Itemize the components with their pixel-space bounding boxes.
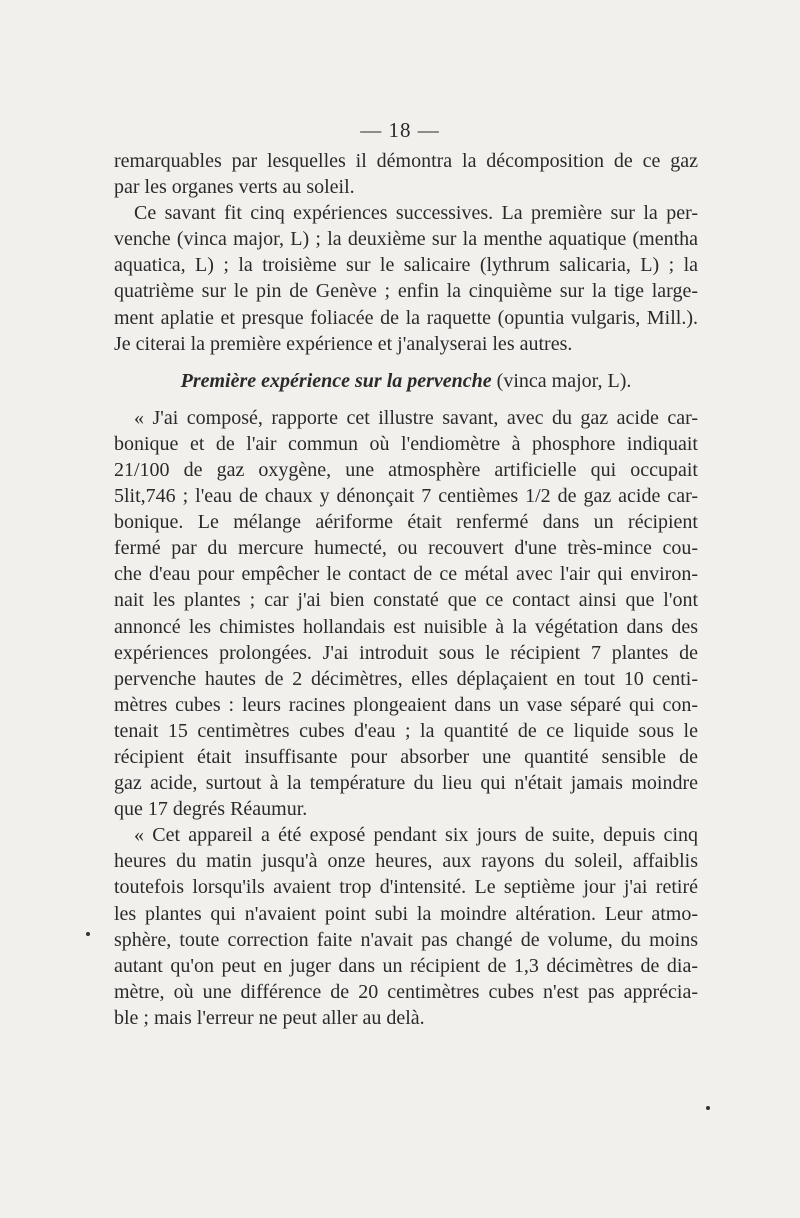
- text-line: par les organes verts au soleil.: [114, 176, 355, 199]
- section-heading: [114, 368, 698, 394]
- text-line: tenait 15 centimètres cubes d'eau ; la quantité de ce liquide sous le: [114, 719, 698, 742]
- text-line: « Cet appareil a été exposé pendant six jours de suite, depuis cinq: [134, 824, 698, 847]
- text-line: les plantes qui n'avaient point subi la moindre altération. Leur atmo-: [114, 902, 698, 925]
- text-line: sphère, toute correction faite n'avait pas changé de volume, du moins: [114, 928, 698, 951]
- paragraph-3: [114, 405, 698, 823]
- text-line: que 17 degrés Réaumur.: [114, 798, 308, 821]
- ink-speck: [86, 932, 90, 936]
- ink-speck: [706, 1106, 710, 1110]
- text-line: aquatica, L) ; la troisième sur le salicaire (lythrum salicaria, L) ; la: [114, 254, 698, 277]
- text-line: remarquables par lesquelles il démontra la décomposition de ce gaz: [114, 150, 698, 172]
- body-text: [114, 148, 698, 1031]
- text-line: autant qu'on peut en juger dans un récipient de 1,3 décimètres de dia-: [114, 954, 698, 977]
- text-line: fermé par du mercure humecté, ou recouvert d'une très-mince cou-: [114, 537, 698, 560]
- text-line: nait les plantes ; car j'ai bien constaté que ce contact ainsi que l'ont: [114, 589, 698, 612]
- text-line: venche (vinca major, L) ; la deuxième sur la menthe aquatique (mentha: [114, 228, 698, 251]
- text-line: quatrième sur le pin de Genève ; enfin la cinquième sur la tige large-: [114, 280, 698, 303]
- text-line: 21/100 de gaz oxygène, une atmosphère artificielle qui occupait: [114, 458, 698, 481]
- paragraph-4: [114, 822, 698, 1031]
- paragraph-1: [114, 148, 698, 200]
- paragraph-2: [114, 200, 698, 357]
- text-line: expériences prolongées. J'ai introduit sous le récipient 7 plantes de: [114, 641, 698, 664]
- text-line: Je citerai la première expérience et j'analyserai les autres.: [114, 332, 573, 355]
- text-line: che d'eau pour empêcher le contact de ce métal avec l'air qui environ-: [114, 563, 698, 586]
- text-line: bonique et de l'air commun où l'endiomètre à phosphore indiquait: [114, 432, 698, 455]
- text-line: pervenche hautes de 2 décimètres, elles déplaçaient en tout 10 centi-: [114, 667, 698, 690]
- text-line: annoncé les chimistes hollandais est nuisible à la végétation dans des: [114, 615, 698, 638]
- text-line: heures du matin jusqu'à onze heures, aux rayons du soleil, affaiblis: [114, 850, 698, 873]
- text-line: Ce savant fit cinq expériences successives. La première sur la per-: [134, 202, 698, 225]
- section-heading-roman: (vinca major, L).: [491, 369, 632, 392]
- text-line: toutefois lorsqu'ils avaient trop d'intensité. Le septième jour j'ai retiré: [114, 876, 698, 899]
- text-line: récipient était insuffisante pour absorber une quantité sensible de: [114, 745, 698, 768]
- page-number: — 18 —: [360, 118, 440, 142]
- text-line: bonique. Le mélange aériforme était renfermé dans un récipient: [114, 511, 698, 534]
- text-line: ment aplatie et presque foliacée de la raquette (opuntia vulgaris, Mill.).: [114, 306, 698, 329]
- section-heading-italic: Première expérience sur la pervenche: [180, 369, 492, 392]
- text-line: gaz acide, surtout à la température du lieu qui n'était jamais moindre: [114, 772, 698, 795]
- text-line: ble ; mais l'erreur ne peut aller au delà.: [114, 1006, 425, 1029]
- text-line: mètres cubes : leurs racines plongeaient dans un vase séparé qui con-: [114, 693, 698, 716]
- text-line: mètre, où une différence de 20 centimètres cubes n'est pas apprécia-: [114, 980, 698, 1003]
- text-line: « J'ai composé, rapporte cet illustre savant, avec du gaz acide car-: [134, 406, 698, 429]
- text-line: 5lit,746 ; l'eau de chaux y dénonçait 7 centièmes 1/2 de gaz acide car-: [114, 485, 698, 508]
